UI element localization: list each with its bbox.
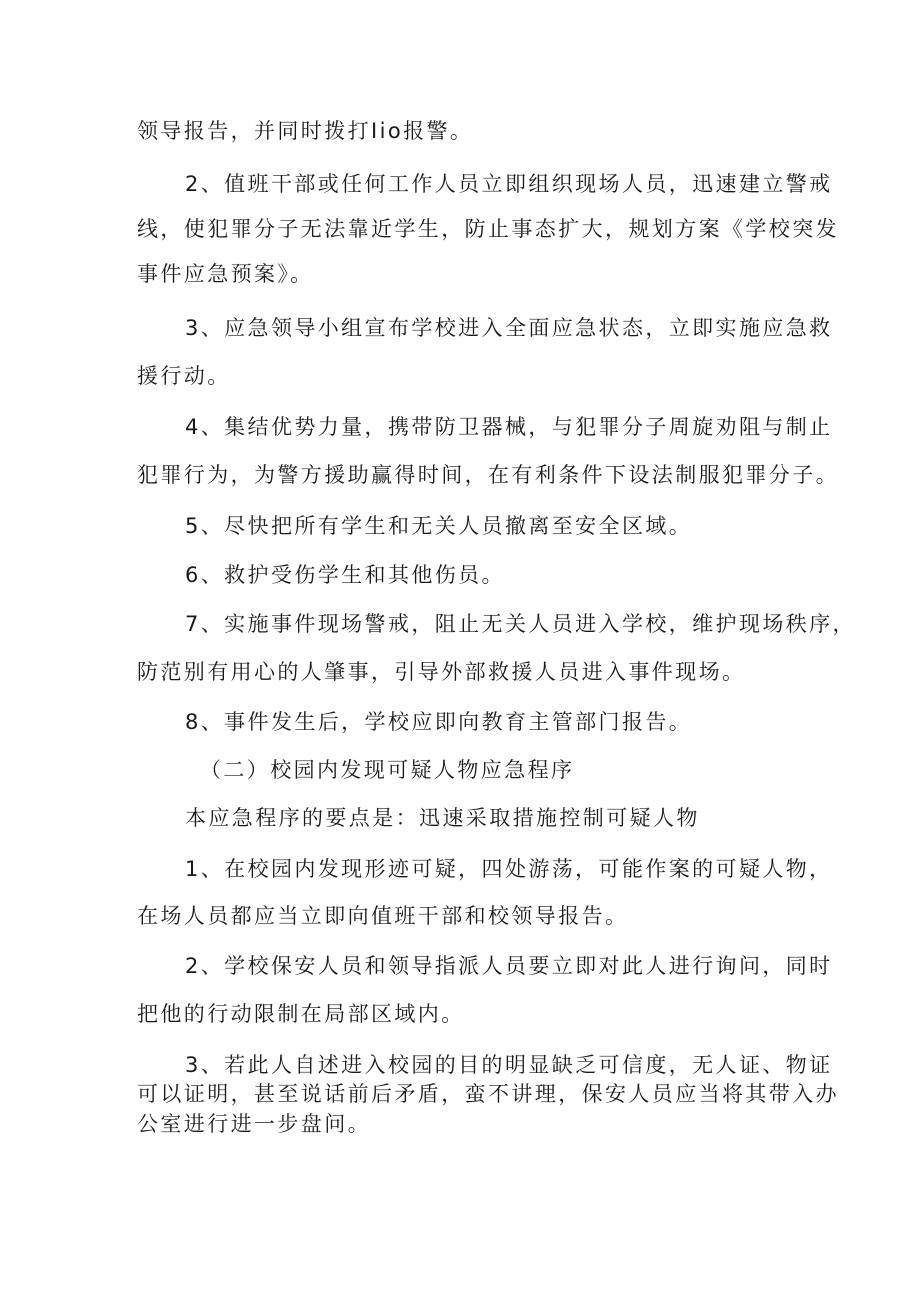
section-key-point: 本应急程序的要点是：迅速采取措施控制可疑人物 [185, 806, 700, 830]
paragraph-line: 7、实施事件现场警戒，阻止无关人员进入学校，维护现场秩序， [185, 612, 856, 636]
paragraph-line: 把他的行动限制在局部区域内。 [137, 1002, 465, 1026]
paragraph-line: 事件应急预案》。 [137, 262, 314, 286]
paragraph-line: 4、集结优势力量，携带防卫器械，与犯罪分子周旋劝阻与制止 [185, 415, 833, 439]
paragraph-line: 防范别有用心的人肇事，引导外部救援人员进入事件现场。 [137, 660, 746, 684]
paragraph-line: 可以证明，甚至说话前后矛盾，蛮不讲理，保安人员应当将其带入办 [137, 1082, 839, 1106]
paragraph-line: 领导报告，并同时拨打Iio报警。 [137, 119, 474, 143]
paragraph-line: 公室进行进一步盘问。 [137, 1112, 371, 1136]
paragraph-line: 犯罪行为，为警方援助赢得时间，在有利条件下设法制服犯罪分子。 [137, 463, 839, 487]
paragraph-line: 5、尽快把所有学生和无关人员撤离至安全区域。 [185, 514, 693, 538]
paragraph-line: 线，使犯罪分子无法靠近学生，防止事态扩大，规划方案《学校突发 [137, 217, 839, 241]
paragraph-line: 1、在校园内发现形迹可疑，四处游荡，可能作案的可疑人物， [185, 857, 833, 881]
paragraph-line: 8、事件发生后，学校应即向教育主管部门报告。 [185, 710, 693, 734]
paragraph-line: 3、应急领导小组宣布学校进入全面应急状态，立即实施应急救 [185, 316, 833, 340]
paragraph-line: 3、若此人自述进入校园的目的明显缺乏可信度，无人证、物证 [185, 1053, 833, 1077]
paragraph-line: 2、学校保安人员和领导指派人员要立即对此人进行询问，同时 [185, 954, 833, 978]
paragraph-line: 2、值班干部或任何工作人员立即组织现场人员，迅速建立警戒 [185, 172, 833, 196]
section-heading: （二）校园内发现可疑人物应急程序 [200, 758, 575, 782]
paragraph-line: 6、救护受伤学生和其他伤员。 [185, 563, 505, 587]
paragraph-line: 在场人员都应当立即向值班干部和校领导报告。 [137, 904, 629, 928]
paragraph-line: 援行动。 [137, 364, 231, 388]
